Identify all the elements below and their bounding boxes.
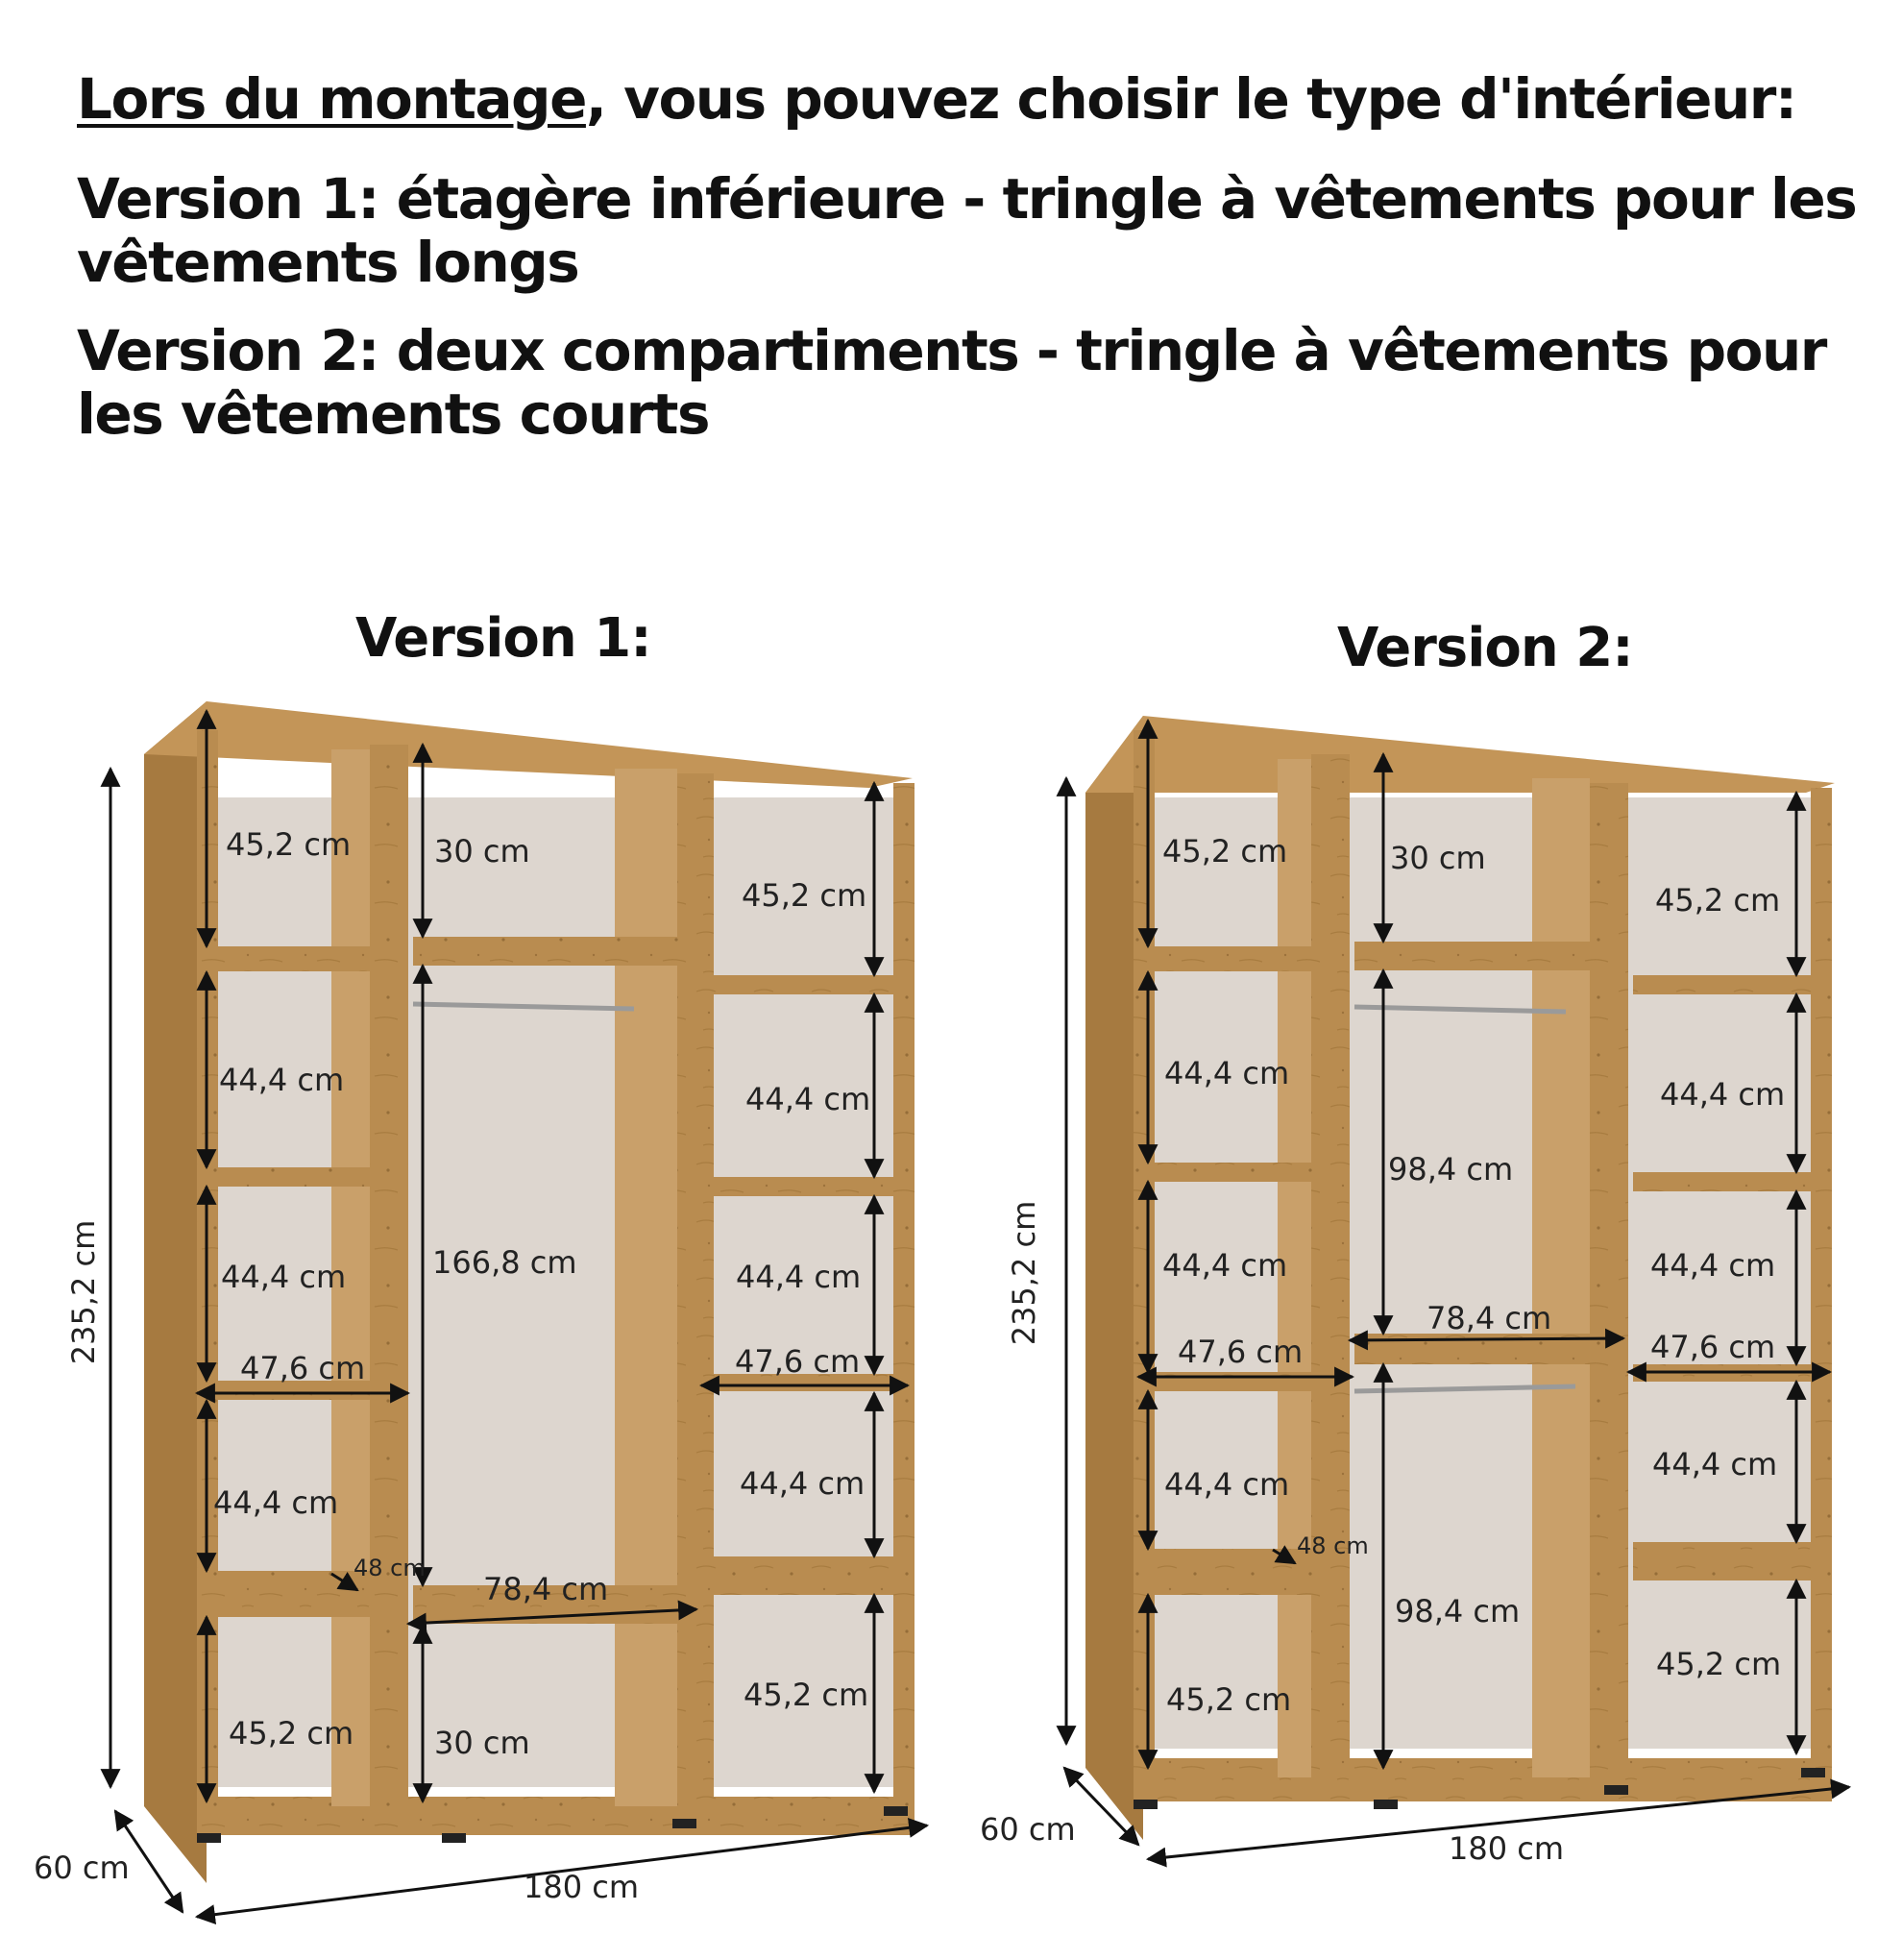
v2-mid-shelf-top (1354, 942, 1628, 970)
v2-left-shelf (1148, 946, 1340, 971)
v2-frame-left (1134, 730, 1155, 1806)
v1-right-label: 44,4 cm (736, 1259, 862, 1295)
v1-mid-label: 78,4 cm (483, 1571, 609, 1607)
v2-frame-right (1811, 788, 1832, 1768)
v1-divider-2 (677, 773, 714, 1806)
v1-foot (442, 1833, 466, 1843)
intro-underlined: Lors du montage (77, 66, 586, 132)
v1-plinth (197, 1797, 914, 1835)
v1-left-label: 48 cm (354, 1555, 426, 1581)
v1-left-label: 44,4 cm (219, 1062, 345, 1098)
v1-mid-label: 166,8 cm (432, 1244, 577, 1281)
v1-right-label: 47,6 cm (735, 1343, 861, 1380)
v2-right-shelf (1633, 975, 1816, 994)
v1-top-panel (144, 701, 913, 788)
version-1-description: Version 1: étagère inférieure - tringle à vêtements pour les vêtements longs (77, 166, 1857, 295)
v2-left-label: 47,6 cm (1178, 1334, 1304, 1370)
v2-left-shelf (1148, 1372, 1340, 1391)
v2-foot (1374, 1800, 1398, 1809)
v1-left-label: 45,2 cm (226, 826, 352, 863)
v2-foot (1604, 1785, 1628, 1795)
v2-height-label: 235,2 cm (1006, 1200, 1042, 1346)
version-2-description: Version 2: deux compartiments - tringle à vêtements pour les vêtements courts (77, 318, 1826, 447)
v1-right-label: 45,2 cm (742, 877, 867, 914)
v2-divider-1 (1311, 754, 1350, 1787)
v1-right-shelf (706, 975, 898, 994)
v1-width-label: 180 cm (524, 1869, 640, 1905)
v2-right-shelf (1633, 1542, 1816, 1580)
v1-mid-label: 30 cm (434, 833, 530, 870)
v2-mid-label: 98,4 cm (1388, 1151, 1514, 1188)
v1-mid-label: 30 cm (434, 1725, 530, 1761)
v2-inner-side-2 (1532, 778, 1590, 1777)
v1-left-shelf (207, 1167, 403, 1187)
v2-mid-label: 78,4 cm (1426, 1300, 1552, 1336)
v1-frame-right (893, 783, 914, 1801)
v2-divider-2 (1590, 783, 1628, 1777)
v1-left-label: 45,2 cm (229, 1715, 354, 1752)
v2-width-label: 180 cm (1449, 1830, 1565, 1867)
version-1-title: Version 1: (355, 607, 651, 670)
v2-plinth (1134, 1758, 1832, 1801)
v2-right-shelf (1633, 1172, 1816, 1191)
v1-left-shelf (207, 946, 403, 971)
v1-left-label: 44,4 cm (221, 1259, 347, 1295)
v1-height-label: 235,2 cm (65, 1219, 102, 1365)
v1-left-label: 47,6 cm (240, 1350, 366, 1386)
v2-top-panel (1085, 716, 1835, 793)
v2-left-label: 48 cm (1297, 1532, 1369, 1559)
v2-depth-label: 60 cm (980, 1811, 1076, 1848)
v1-foot (672, 1819, 696, 1828)
v2-right-label: 44,4 cm (1660, 1076, 1786, 1113)
v1-inner-side-2 (615, 769, 677, 1806)
v2-left-shelf (1148, 1163, 1340, 1182)
v1-foot (197, 1833, 221, 1843)
v2-right-label: 44,4 cm (1652, 1446, 1778, 1482)
v2-left-label: 45,2 cm (1166, 1681, 1292, 1718)
v2-left-label: 44,4 cm (1164, 1055, 1290, 1091)
v2-right-label: 45,2 cm (1655, 882, 1781, 919)
intro-line-1-rest: , vous pouvez choisir le type d'intérieur: (585, 66, 1796, 132)
v2-mid-label: 98,4 cm (1395, 1593, 1521, 1629)
v2-mid-label: 30 cm (1390, 840, 1486, 876)
v1-mid-shelf-top (413, 937, 692, 966)
v1-left-label: 44,4 cm (213, 1484, 339, 1521)
v1-right-shelf (706, 1556, 898, 1595)
v1-right-label: 44,4 cm (740, 1465, 866, 1502)
v1-right-label: 44,4 cm (745, 1081, 871, 1117)
v2-left-label: 45,2 cm (1162, 833, 1288, 870)
v2-right-label: 47,6 cm (1650, 1329, 1776, 1365)
v2-right-label: 44,4 cm (1650, 1247, 1776, 1284)
v2-foot (1134, 1800, 1158, 1809)
v1-foot (884, 1806, 908, 1816)
v1-right-shelf (706, 1177, 898, 1196)
v1-right-label: 45,2 cm (744, 1677, 869, 1713)
v2-left-label: 44,4 cm (1164, 1466, 1290, 1503)
v1-depth-label: 60 cm (34, 1850, 130, 1886)
v2-right-label: 45,2 cm (1656, 1646, 1782, 1682)
v2-foot (1801, 1768, 1825, 1777)
v2-left-label: 44,4 cm (1162, 1247, 1288, 1284)
version-2-title: Version 2: (1337, 617, 1633, 679)
v1-divider-1 (370, 745, 408, 1811)
v2-mid-width-dim (1350, 1338, 1623, 1340)
